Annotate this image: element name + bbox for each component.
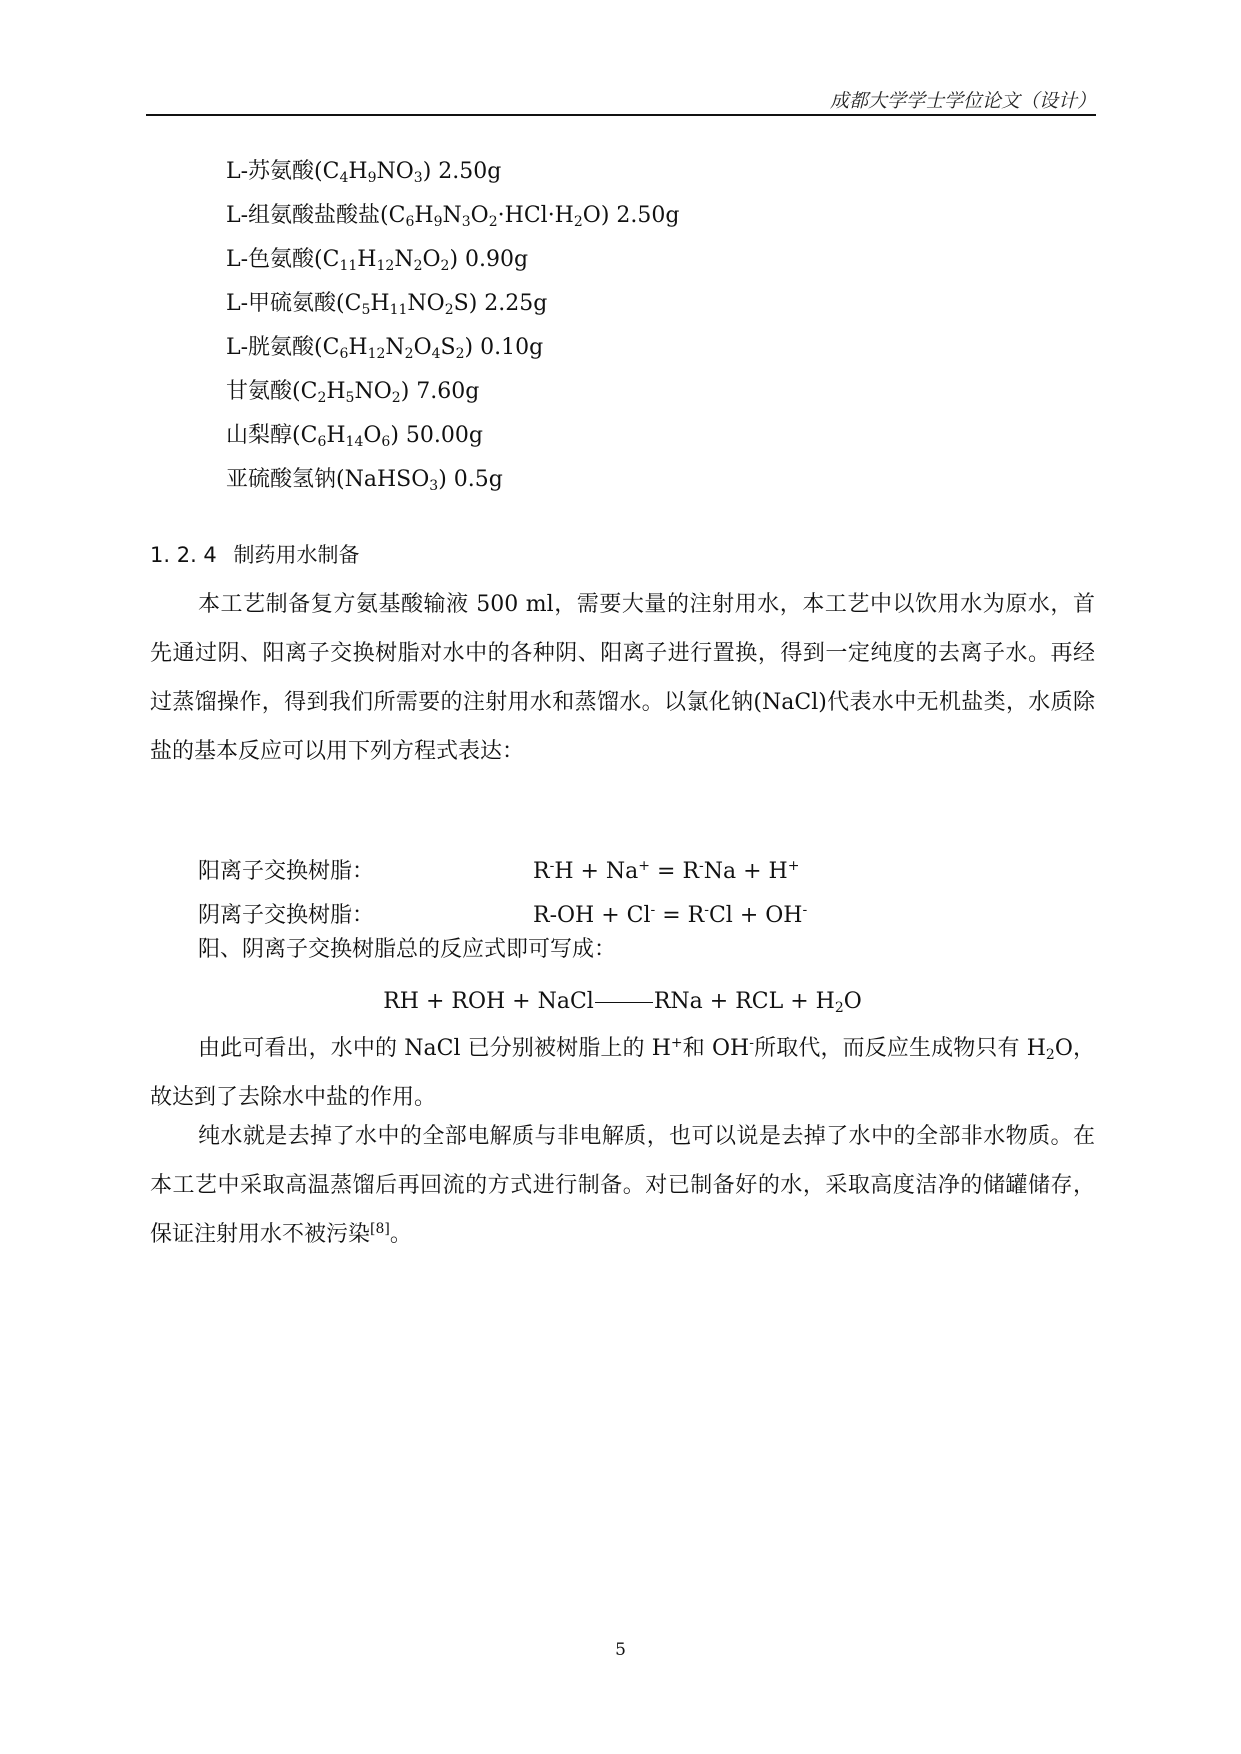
ingredient-name: L-胱氨酸	[226, 335, 315, 360]
header-rule	[146, 114, 1096, 116]
equation-cation-row	[198, 852, 799, 892]
equation-cation: R-H + Na+ = R-Na + H+	[533, 858, 800, 884]
page-number: 5	[615, 1640, 626, 1660]
ingredient-amount: 0.10g	[473, 335, 544, 360]
ingredient-item	[226, 328, 543, 368]
paragraph-overall-intro: 阳、阴离子交换树脂总的反应式即可写成：	[198, 937, 617, 962]
ingredient-item	[226, 152, 501, 192]
ingredient-name: L-组氨酸盐酸盐	[226, 203, 381, 228]
section-title: 制药用水制备	[233, 543, 360, 567]
ingredient-formula: $(C_{11}H_{12}N_2O_2)$	[314, 247, 459, 274]
ingredient-amount: 2.25g	[477, 291, 548, 316]
paragraph-result: 由此可看出，水中的 NaCl 已分别被树脂上的 H+和 OH-所取代，而反应生成物只有 $H_2O$，故达到了去除水中盐的作用。	[150, 1035, 1095, 1110]
ingredient-amount: 0.5g	[446, 467, 503, 492]
ingredient-formula: $(C_4H_9NO_3)$	[314, 159, 432, 186]
ingredient-formula: (NaHSO$_3$)	[336, 467, 447, 494]
ingredient-formula: $(C_6H_{12}N_2O_4S_2)$	[314, 335, 474, 362]
ingredient-item	[226, 460, 503, 500]
section-heading	[150, 539, 359, 569]
ingredient-name: 甘氨酸	[226, 379, 293, 404]
paragraph-pure-water: 纯水就是去掉了水中的全部电解质与非电解质，也可以说是去掉了水中的全部非水物质。在本工艺中采取高温蒸馏后再回流的方式进行制备。对已制备好的水，采取高度洁净的储罐储存，保证注射用水不被污染[8]。	[150, 1124, 1095, 1247]
ingredient-amount: 7.60g	[409, 379, 480, 404]
ingredient-formula: $(C_5H_{11}NO_2S)$	[336, 291, 478, 318]
running-header: 成都大学学士学位论文（设计）	[829, 90, 1096, 112]
ingredient-name: L-甲硫氨酸	[226, 291, 337, 316]
equation-overall-left: RH + ROH + NaCl	[383, 989, 594, 1014]
ingredient-formula: $(C_2H_5NO_2)$	[292, 379, 410, 406]
ingredient-amount: 50.00g	[398, 423, 483, 448]
ingredient-name: L-色氨酸	[226, 247, 315, 272]
reaction-arrow-line	[595, 1002, 653, 1003]
equation-anion: R-OH + Cl- = R-Cl + OH-	[533, 902, 808, 928]
paragraph-intro: 本工艺制备复方氨基酸输液 500 ml，需要大量的注射用水，本工艺中以饮用水为原水，首先通过阴、阳离子交换树脂对水中的各种阴、阳离子进行置换，得到一定纯度的去离子水。再经过蒸馏操作，得到我们所需要的注射用水和蒸馏水。以氯化钠(NaCl)代表水中无机盐类，水质除盐的基本反应可以用下列方程式表达：	[150, 592, 1095, 764]
ingredient-item	[226, 284, 547, 324]
ingredient-amount: 2.50g	[609, 203, 680, 228]
ingredient-amount: 0.90g	[458, 247, 529, 272]
ingredient-formula: $(C_6H_9N_3O_2\cdot HCl\cdot H_2O)$	[380, 203, 610, 230]
ingredient-formula: $(C_6H_{14}O_6)$	[292, 423, 399, 450]
ingredient-item	[226, 372, 479, 412]
equation-anion-label: 阴离子交换树脂：	[198, 903, 375, 928]
ingredient-item	[226, 240, 528, 280]
ingredient-item	[226, 196, 679, 236]
equation-overall	[150, 982, 1095, 1022]
ingredient-name: 亚硫酸氢钠	[226, 467, 337, 492]
ingredient-item	[226, 416, 483, 456]
ingredient-name: 山梨醇	[226, 423, 293, 448]
ingredient-name: L-苏氨酸	[226, 159, 315, 184]
equation-cation-label: 阳离子交换树脂：	[198, 859, 375, 884]
ingredient-amount: 2.50g	[431, 159, 502, 184]
section-number: 1. 2. 4	[150, 543, 217, 567]
equation-overall-right: RNa + RCL + $H_2O$	[653, 989, 862, 1016]
